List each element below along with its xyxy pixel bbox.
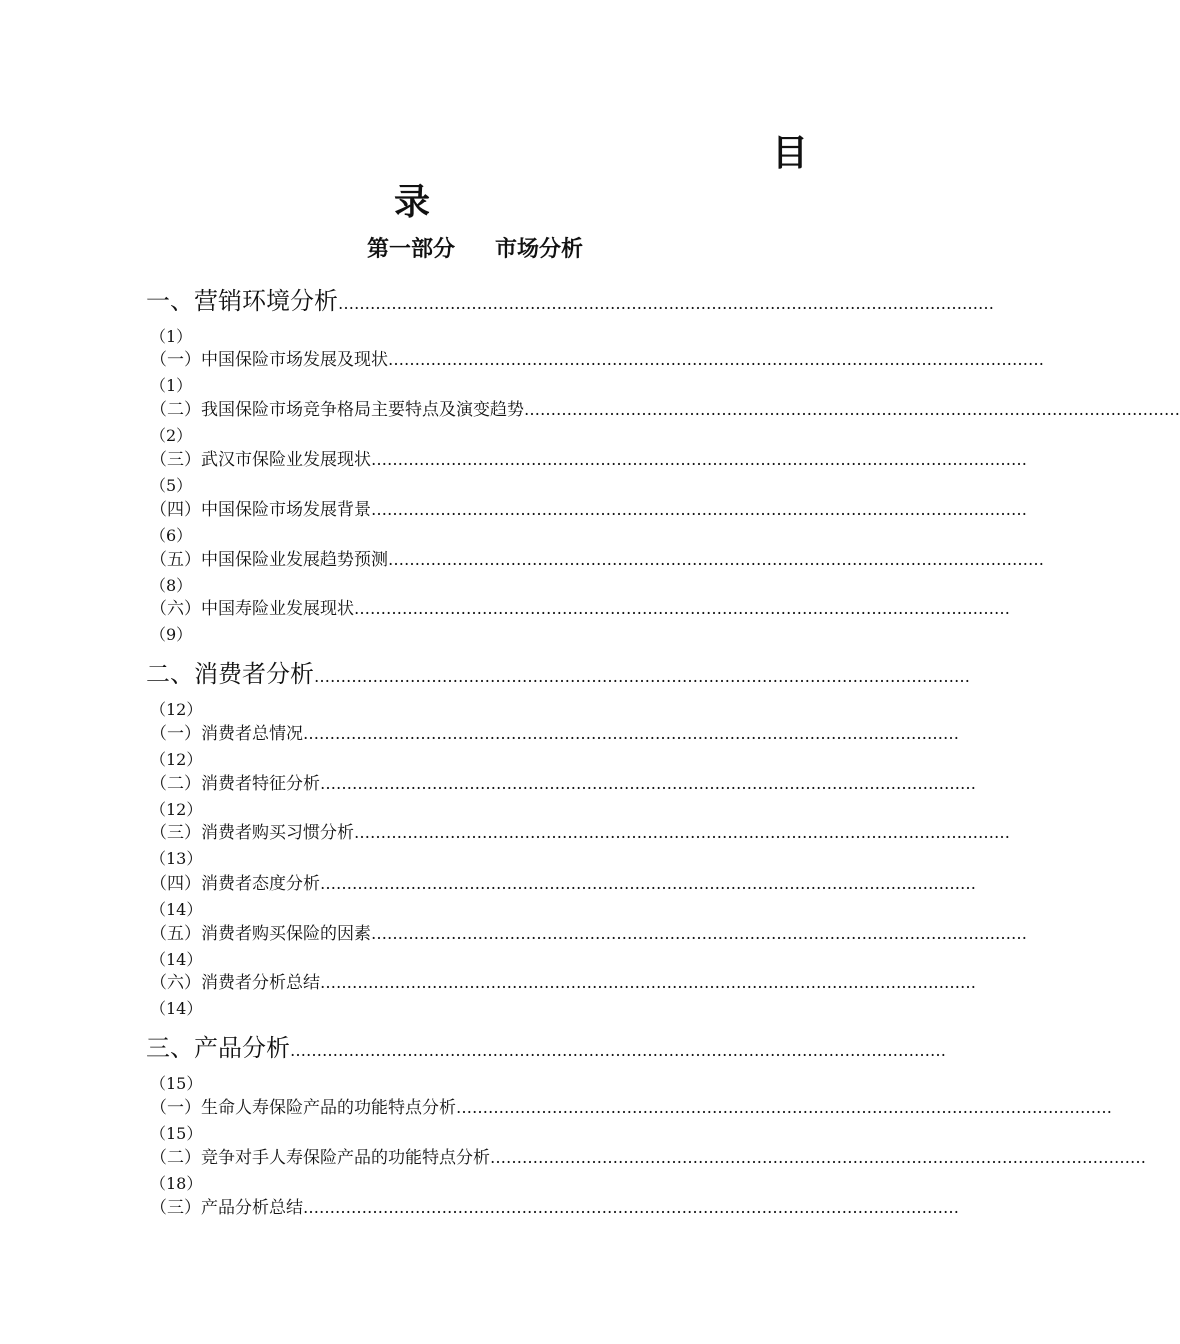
toc-item-label: （三）消费者购买习惯分析 [150, 823, 354, 843]
toc-page-number: （9） [150, 625, 193, 644]
toc-title-char-2: 录 [394, 181, 431, 223]
toc-item[interactable] [150, 449, 1027, 471]
toc-section-label: 三、产品分析 [146, 1034, 290, 1062]
toc-item-label: （一）中国保险市场发展及现状 [150, 350, 388, 370]
toc-item[interactable] [150, 923, 1027, 945]
toc-page-number: （8） [150, 576, 193, 595]
toc-page-number: （1） [150, 376, 193, 395]
toc-item[interactable] [150, 1197, 959, 1219]
toc-page-number: （12） [150, 800, 203, 819]
toc-item[interactable] [150, 972, 976, 994]
dot-leader: …………………………………………………………………………………………………………… [354, 599, 1010, 618]
dot-leader: …………………………………………………………………………………………………………… [320, 874, 976, 893]
toc-item-label: （六）消费者分析总结 [150, 973, 320, 993]
toc-page-number: （18） [150, 1174, 203, 1193]
dot-leader: …………………………………………………………………………………………………………… [338, 294, 994, 313]
toc-item-label: （四）中国保险市场发展背景 [150, 500, 371, 520]
toc-page-number: （6） [150, 526, 193, 545]
part-label: 第一部分 [366, 237, 455, 262]
toc-item-label: （六）中国寿险业发展现状 [150, 599, 354, 619]
toc-item[interactable] [150, 1097, 1112, 1119]
toc-page-number: （5） [150, 476, 193, 495]
part-heading [0, 239, 950, 261]
toc-item[interactable] [150, 873, 976, 895]
toc-section-1[interactable] [146, 287, 994, 318]
toc-item[interactable] [150, 499, 1027, 521]
toc-item-label: （五）消费者购买保险的因素 [150, 924, 371, 944]
dot-leader: …………………………………………………………………………………………………………… [371, 450, 1027, 469]
toc-item[interactable] [150, 598, 1010, 620]
dot-leader: …………………………………………………………………………………………………………… [290, 1041, 946, 1060]
dot-leader: …………………………………………………………………………………………………………… [320, 774, 976, 793]
dot-leader: …………………………………………………………………………………………………………… [388, 350, 1044, 369]
toc-page-number: （1） [150, 327, 193, 346]
toc-section-3[interactable] [146, 1034, 946, 1065]
toc-item-label: （三）武汉市保险业发展现状 [150, 450, 371, 470]
toc-page-number: （14） [150, 900, 203, 919]
toc-item[interactable] [150, 773, 976, 795]
part-name: 市场分析 [495, 237, 584, 262]
dot-leader: …………………………………………………………………………………………………………… [456, 1098, 1112, 1117]
toc-item-label: （五）中国保险业发展趋势预测 [150, 550, 388, 570]
toc-item-label: （二）消费者特征分析 [150, 774, 320, 794]
dot-leader: …………………………………………………………………………………………………………… [354, 823, 1010, 842]
toc-page-number: （2） [150, 426, 193, 445]
toc-item-label: （三）产品分析总结 [150, 1198, 303, 1218]
toc-item[interactable] [150, 399, 1180, 421]
toc-item-label: （二）竞争对手人寿保险产品的功能特点分析 [150, 1148, 490, 1168]
dot-leader: …………………………………………………………………………………………………………… [371, 500, 1027, 519]
toc-page-number: （12） [150, 700, 203, 719]
toc-item[interactable] [150, 549, 1044, 571]
dot-leader: …………………………………………………………………………………………………………… [388, 550, 1044, 569]
toc-section-label: 一、营销环境分析 [146, 287, 338, 315]
toc-item-label: （一）消费者总情况 [150, 724, 303, 744]
toc-page-number: （14） [150, 999, 203, 1018]
toc-item[interactable] [150, 822, 1010, 844]
toc-item-label: （四）消费者态度分析 [150, 874, 320, 894]
toc-page-number: （15） [150, 1074, 203, 1093]
toc-page-number: （14） [150, 950, 203, 969]
toc-item-label: （一）生命人寿保险产品的功能特点分析 [150, 1098, 456, 1118]
dot-leader: …………………………………………………………………………………………………………… [371, 924, 1027, 943]
toc-section-2[interactable] [146, 660, 970, 691]
dot-leader: …………………………………………………………………………………………………………… [490, 1148, 1146, 1167]
toc-item[interactable] [150, 723, 959, 745]
dot-leader: …………………………………………………………………………………………………………… [320, 973, 976, 992]
toc-page-number: （15） [150, 1124, 203, 1143]
dot-leader: …………………………………………………………………………………………………………… [524, 400, 1180, 419]
toc-title-char-1: 目 [772, 132, 809, 174]
toc-section-label: 二、消费者分析 [146, 660, 314, 688]
toc-page-number: （12） [150, 750, 203, 769]
dot-leader: …………………………………………………………………………………………………………… [303, 724, 959, 743]
dot-leader: …………………………………………………………………………………………………………… [303, 1198, 959, 1217]
dot-leader: …………………………………………………………………………………………………………… [314, 667, 970, 686]
toc-item[interactable] [150, 349, 1044, 371]
toc-page-number: （13） [150, 849, 203, 868]
toc-item[interactable] [150, 1147, 1146, 1169]
toc-item-label: （二）我国保险市场竞争格局主要特点及演变趋势 [150, 400, 524, 420]
